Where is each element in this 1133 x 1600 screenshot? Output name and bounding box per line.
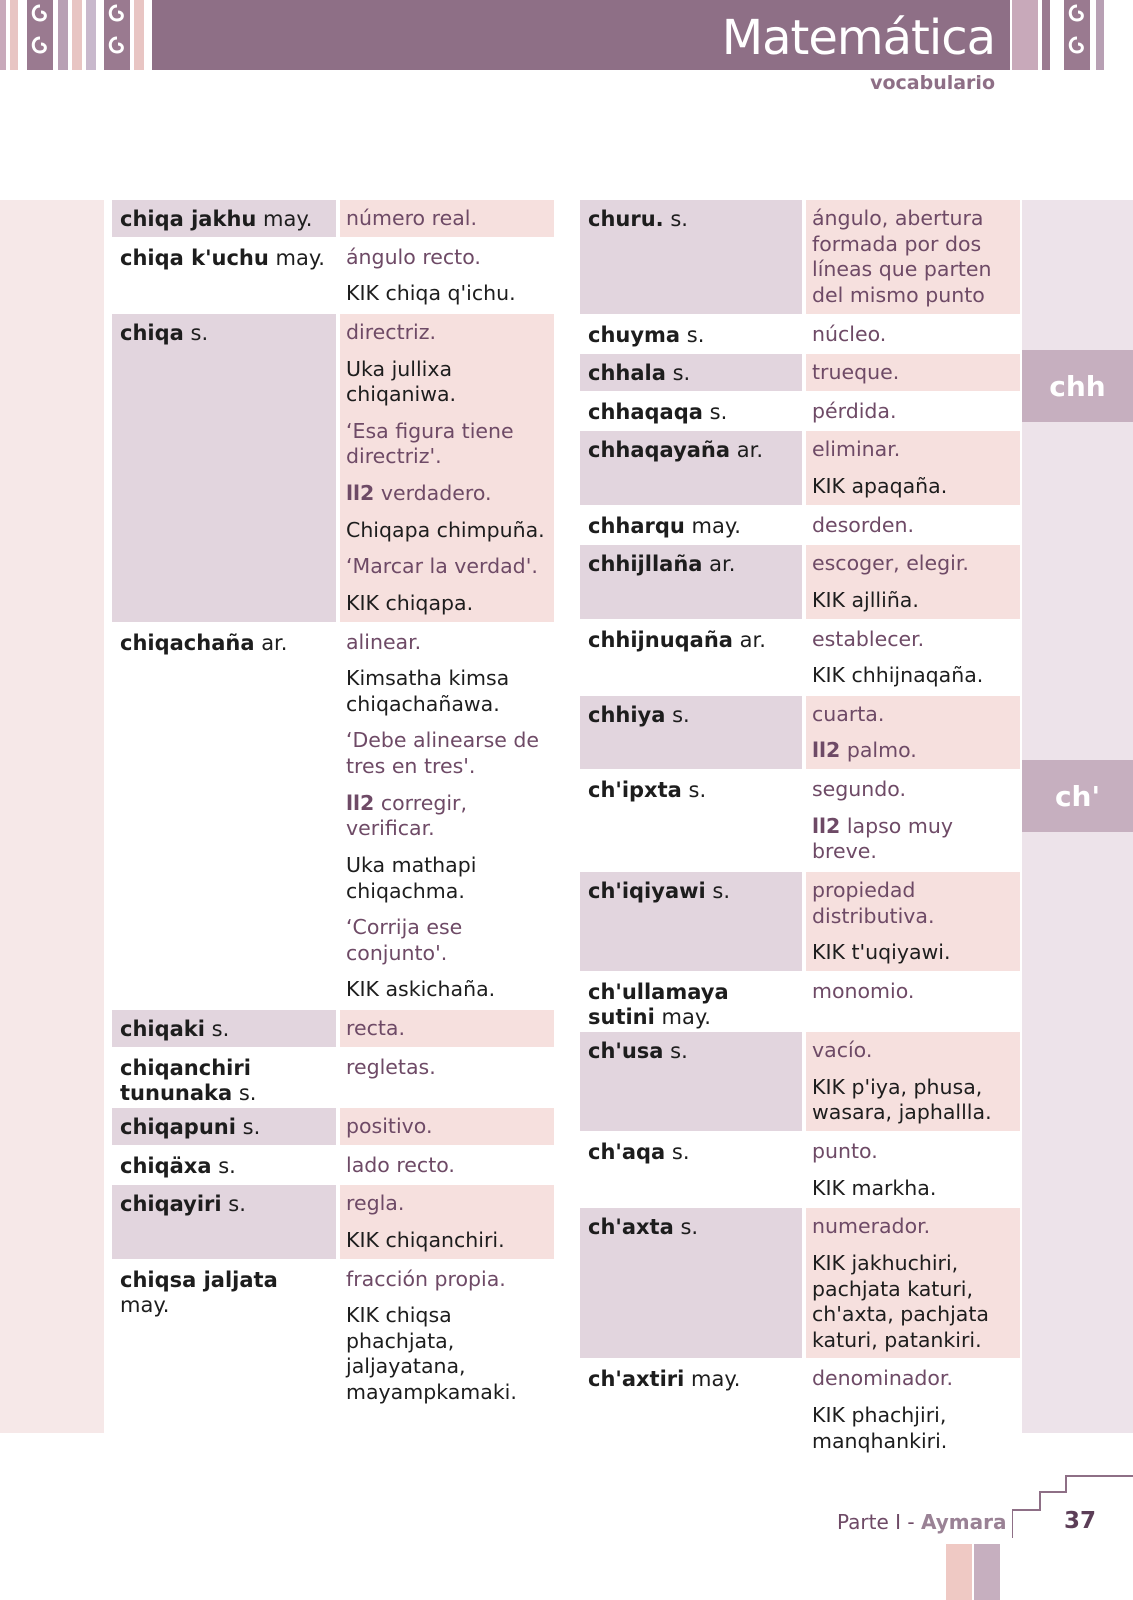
sense-text: eliminar. [812,437,901,462]
example [340,660,554,722]
entry-senses [806,973,1020,1030]
sense-marker: KIK [346,281,379,306]
entry-senses [340,239,554,312]
part-of-speech: s. [672,702,690,727]
cross-reference [806,657,1020,694]
spiral-ornament-icon [104,0,130,70]
example [340,413,554,475]
alternate-sense [806,732,1020,769]
sense-text: monomio. [812,978,915,1003]
entry-senses [340,624,554,1009]
definition [806,200,1020,314]
entry-senses [340,1147,554,1184]
sense-text: askichaña. [385,977,496,1002]
page-subtitle: vocabulario [870,72,995,94]
entry-term [580,1032,802,1131]
headword: chhaqayaña [588,438,731,463]
headword: ch'aqa [588,1140,666,1164]
sense-marker: ll2 [812,738,841,763]
vocabulary-entry [580,316,1020,353]
definition [806,1032,1020,1069]
definition [806,1360,1020,1397]
alternate-sense [340,475,554,512]
sense-marker: KIK [346,1227,379,1252]
definition [806,354,1020,391]
vocabulary-entry [580,545,1020,618]
definition [806,507,1020,544]
sense-text: chiqsa phachjata, jaljayatana, mayampkamaki. [346,1303,517,1404]
sense-text: p'iya, phusa, wasara, japhallla. [812,1074,992,1125]
sense-marker: KIK [812,1250,845,1275]
vocabulary-entry [112,200,554,237]
sense-text: palmo. [846,738,917,763]
part-of-speech: s. [672,361,691,386]
part-of-speech: s. [211,1017,230,1041]
entry-term [580,1360,802,1459]
vocabulary-entry [112,1108,554,1145]
sense-text: chhijnaqaña. [851,663,984,688]
vocabulary-entry [112,1049,554,1106]
sense-text: verdadero. [380,481,492,505]
entry-senses [340,1108,554,1145]
vocabulary-entry [580,431,1020,504]
definition [806,771,1020,808]
sense-text: Uka jullixa chiqaniwa. [346,356,457,407]
example [340,722,554,784]
entry-term [112,1147,336,1184]
definition [340,1049,554,1086]
sense-marker: ll2 [346,790,375,815]
sense-marker: KIK [812,663,845,688]
entry-term [580,872,802,971]
part-of-speech: s. [671,1140,690,1164]
definition [340,1108,554,1145]
part-of-speech: s. [218,1153,236,1178]
entry-senses [806,545,1020,618]
definition [340,1185,554,1222]
letter-tab-ch-apostrophe: ch' [1022,760,1133,832]
headword: chuyma [588,322,681,347]
part-of-speech: may. [263,207,313,231]
definition [340,1147,554,1184]
header-stripe [0,0,6,70]
vocabulary-entry [580,973,1020,1030]
header-stripe [72,0,82,70]
headword: chhijllaña [588,552,703,577]
vocabulary-entry [580,872,1020,971]
sense-text: ‘Debe alinearse de tres en tres'. [346,728,540,778]
headword: ch'ullamaya sutini [588,979,729,1029]
entry-senses [340,1261,554,1411]
letter-tab-chh: chh [1022,350,1133,422]
sense-marker: KIK [346,590,379,615]
vocabulary-entry [580,1032,1020,1131]
part-of-speech: s. [680,1215,699,1240]
sense-text: trueque. [812,360,900,385]
sense-text: phachjiri, manqhankiri. [812,1403,948,1453]
left-margin-panel [0,200,104,1433]
cross-reference [340,1297,554,1411]
definition [340,314,554,351]
headword: ch'axtiri [588,1367,685,1392]
entry-term [112,200,336,237]
sense-marker: KIK [346,977,379,1002]
entry-senses [806,431,1020,504]
sense-text: ajlliña. [851,587,919,612]
entry-term [580,354,802,391]
sense-text: denominador. [812,1366,953,1391]
headword: ch'usa [588,1039,664,1064]
sense-text: regla. [346,1191,405,1216]
part-of-speech: s. [670,1039,688,1064]
definition [806,696,1020,733]
definition [806,872,1020,934]
entry-term [580,393,802,430]
headword: chiqa k'uchu [120,245,269,270]
headword: chiqachaña [120,630,255,655]
entry-term [580,696,802,769]
part-of-speech: s. [242,1115,261,1139]
header-stripe [1096,0,1104,70]
sense-text: lado recto. [346,1152,455,1177]
entry-senses [340,1049,554,1106]
footer-stripe [974,1544,1000,1600]
part-of-speech: may. [120,1292,170,1317]
entry-senses [340,314,554,622]
headword: chiqaki [120,1017,205,1041]
part-of-speech: s. [688,778,707,802]
definition [806,621,1020,658]
sense-text: chiqapa. [385,590,474,615]
cross-reference [806,1170,1020,1207]
cross-reference [340,585,554,622]
part-of-speech: s. [228,1192,246,1217]
entry-term [112,314,336,622]
part-of-speech: may. [275,245,325,270]
definition [806,973,1020,1010]
example [340,351,554,413]
part-of-speech: s. [686,322,705,347]
entry-senses [340,1185,554,1258]
vocabulary-column-right [580,200,1020,1461]
sense-text: escoger, elegir. [812,551,969,576]
sense-text: jakhuchiri, pachjata katuri, ch'axta, pachjata katuri, patankiri. [812,1250,989,1352]
sense-text: markha. [851,1175,937,1200]
cross-reference [806,468,1020,505]
entry-senses [806,393,1020,430]
sense-text: fracción propia. [346,1266,506,1291]
part-of-speech: ar. [261,630,288,655]
entry-term [580,200,802,314]
cross-reference [806,934,1020,971]
sense-text: ‘Marcar la verdad'. [346,554,538,579]
headword: ch'axta [588,1215,674,1240]
header-stripe [58,0,68,70]
headword: chhijnuqaña [588,627,733,652]
entry-term [112,1185,336,1258]
alternate-sense [806,808,1020,870]
definition [340,200,554,237]
sense-text: Kimsatha kimsa chiqachañawa. [346,666,510,716]
sense-text: lapso muy breve. [812,813,953,864]
sense-text: ángulo, abertura formada por dos líneas que parten del mismo punto [812,206,992,307]
sense-marker: KIK [812,474,845,498]
cross-reference [806,1397,1020,1459]
sense-text: t'uqiyawi. [851,940,951,965]
vocabulary-entry [580,1133,1020,1206]
entry-senses [806,354,1020,391]
entry-term [580,771,802,870]
part-of-speech: may. [691,1367,741,1392]
sense-text: positivo. [346,1114,433,1138]
sense-text: número real. [346,206,477,230]
headword: ch'ipxta [588,778,682,802]
sense-text: recta. [346,1016,405,1040]
vocabulary-entry [580,621,1020,694]
sense-text: segundo. [812,777,907,801]
vocabulary-entry [112,1147,554,1184]
vocabulary-entry [112,1261,554,1411]
sense-marker: ll2 [812,813,841,838]
entry-senses [806,200,1020,314]
sense-text: Uka mathapi chiqachma. [346,852,477,903]
entry-term [580,507,802,544]
definition [806,1208,1020,1245]
sense-marker: KIK [812,587,845,612]
sense-text: ‘Esa figura tiene directriz'. [346,418,514,469]
entry-senses [340,200,554,237]
part-of-speech: may. [661,1004,711,1029]
headword: chiqa [120,320,184,345]
part-of-speech: s. [238,1080,257,1105]
sense-text: propiedad distributiva. [812,877,935,928]
entry-term [112,1108,336,1145]
sense-text: vacío. [812,1038,873,1063]
sense-text: corregir, verificar. [346,790,467,841]
sense-text: chiqanchiri. [385,1227,505,1252]
part-of-speech: ar. [739,627,766,652]
headword: chharqu [588,513,685,538]
sense-text: chiqa q'ichu. [385,281,516,306]
headword: chhaqaqa [588,399,703,424]
vocabulary-entry [580,200,1020,314]
sense-marker: KIK [812,1403,845,1427]
entry-term [580,431,802,504]
vocabulary-entry [112,624,554,1009]
vocabulary-entry [112,1010,554,1047]
sense-text: cuarta. [812,701,885,726]
sense-text: Chiqapa chimpuña. [346,517,545,542]
definition [340,624,554,661]
vocabulary-entry [580,393,1020,430]
example [340,548,554,585]
cross-reference [340,275,554,312]
sense-text: punto. [812,1139,878,1163]
vocabulary-entry [580,1360,1020,1459]
entry-senses [806,872,1020,971]
page-title: Matemática [721,10,995,66]
header-stripe [10,0,18,70]
part-of-speech: ar. [736,438,763,463]
definition [340,239,554,276]
headword: chiqa jakhu [120,207,257,231]
header-stripe [1012,0,1038,70]
sense-text: núcleo. [812,321,887,346]
example [340,847,554,909]
part-of-speech: s. [190,320,209,345]
definition [340,1261,554,1298]
entry-senses [806,1208,1020,1358]
part-of-speech: s. [670,207,688,231]
vocabulary-entry [580,354,1020,391]
page-number: 37 [1064,1508,1097,1534]
definition [806,316,1020,353]
entry-term [112,624,336,1009]
definition [806,1133,1020,1170]
sense-text: alinear. [346,629,422,654]
definition [340,1010,554,1047]
part-of-speech: s. [712,878,731,903]
entry-senses [340,1010,554,1047]
header-stripe [134,0,144,70]
sense-text: numerador. [812,1214,931,1239]
sense-marker: ll2 [346,481,375,505]
sense-text: apaqaña. [851,474,948,498]
vocabulary-entry [580,696,1020,769]
example [340,512,554,549]
entry-senses [806,507,1020,544]
headword: chhala [588,361,666,386]
part-of-speech: may. [691,513,741,538]
entry-senses [806,696,1020,769]
headword: chhiya [588,702,666,727]
vocabulary-entry [580,771,1020,870]
definition [806,545,1020,582]
entry-senses [806,771,1020,870]
entry-term [580,316,802,353]
entry-term [580,1208,802,1358]
entry-senses [806,1360,1020,1459]
sense-marker: KIK [812,940,845,965]
vocabulary-entry [580,507,1020,544]
headword: chiqanchiri tununaka [120,1055,251,1105]
sense-marker: KIK [812,1074,845,1099]
entry-term [112,1261,336,1411]
vocabulary-column-left [112,200,554,1413]
entry-senses [806,1133,1020,1206]
example [340,909,554,971]
definition [806,393,1020,430]
spiral-ornament-icon [27,0,53,70]
footer-part: Parte I - [837,1510,915,1534]
cross-reference [340,1222,554,1259]
header-stripe [86,0,96,70]
footer-part-label [837,1510,1006,1534]
part-of-speech: ar. [709,552,736,577]
entry-term [580,545,802,618]
entry-term [580,1133,802,1206]
entry-senses [806,621,1020,694]
headword: chiqayiri [120,1192,222,1217]
vocabulary-entry [112,314,554,622]
sense-text: ‘Corrija ese conjunto'. [346,915,463,965]
sense-text: directriz. [346,319,437,344]
cross-reference [806,1069,1020,1131]
cross-reference [806,582,1020,619]
part-of-speech: s. [709,399,728,424]
sense-text: ángulo recto. [346,244,481,269]
vocabulary-entry [112,1185,554,1258]
entry-term [580,973,802,1030]
entry-term [112,1010,336,1047]
headword: chiqäxa [120,1153,212,1178]
cross-reference [340,971,554,1008]
vocabulary-entry [112,239,554,312]
footer-stripe [946,1544,972,1600]
headword: churu. [588,207,664,231]
entry-term [112,239,336,312]
headword: chiqsa jaljata [120,1267,278,1292]
sense-text: establecer. [812,626,925,651]
sense-text: pérdida. [812,398,897,423]
footer-language: Aymara [920,1510,1007,1534]
definition [806,431,1020,468]
entry-term [112,1049,336,1106]
header-stripe [1042,0,1050,70]
alternate-sense [340,785,554,847]
sense-text: regletas. [346,1054,436,1079]
vocabulary-entry [580,1208,1020,1358]
headword: ch'iqiyawi [588,878,706,903]
entry-senses [806,316,1020,353]
sense-text: desorden. [812,512,915,537]
entry-senses [806,1032,1020,1131]
spiral-ornament-icon [1064,0,1090,70]
headword: chiqapuni [120,1115,236,1139]
sense-marker: KIK [346,1303,379,1328]
entry-term [580,621,802,694]
sense-marker: KIK [812,1175,845,1200]
cross-reference [806,1245,1020,1359]
